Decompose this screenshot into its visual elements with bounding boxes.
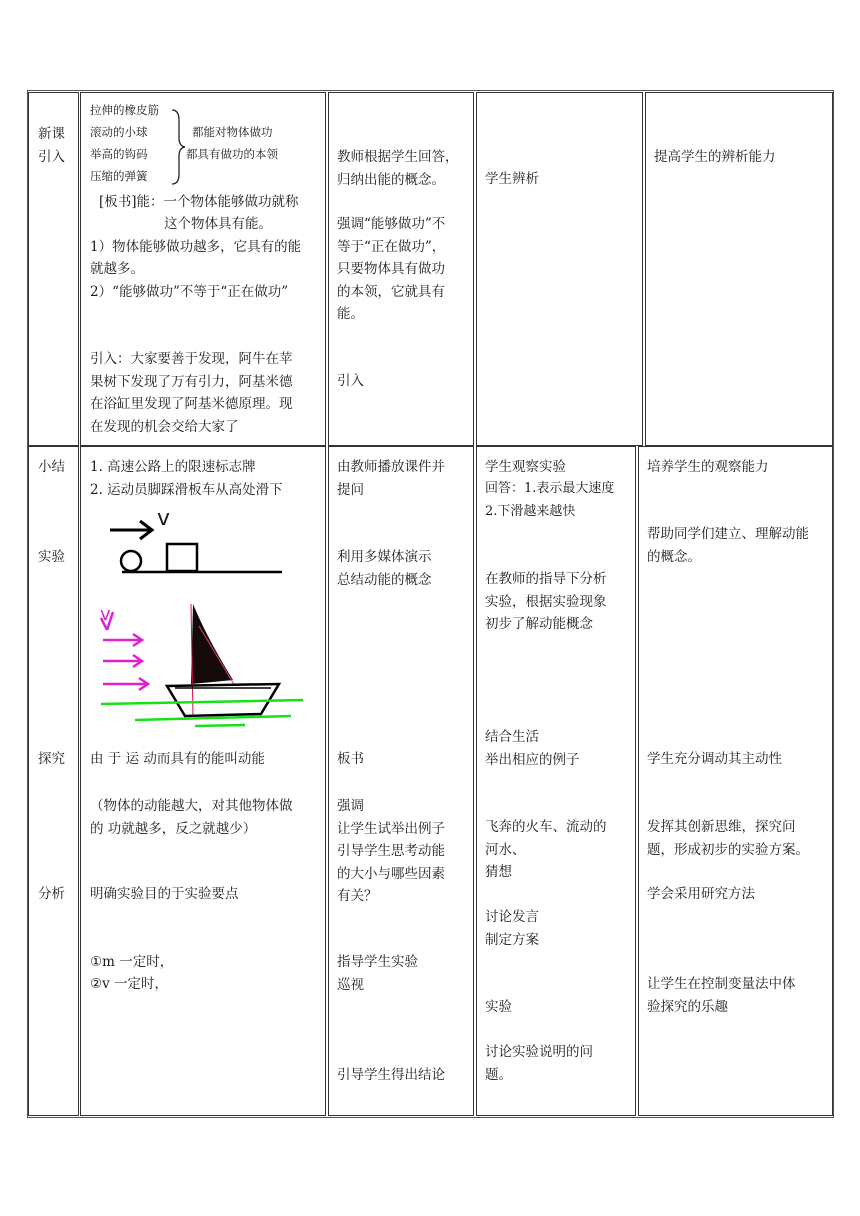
condition-mass-fixed: ①m 一定时， (90, 954, 174, 970)
kinetic-energy-note: （物体的动能越大，对其他物体做 的 功就越多，反之就越少） (90, 798, 293, 837)
teacher-emphasis-guide: 强调 让学生试举出例子 引导学生思考动能 的大小与哪些因素 有关？ (337, 798, 445, 904)
purpose-control-variable: 让学生在控制变量法中体 验探究的乐趣 (647, 976, 796, 1015)
velocity-label-2: v (100, 604, 111, 625)
point-1-line2: 就越多。 (90, 261, 144, 277)
sailboat-figure (95, 598, 315, 728)
point-2: 2）“能够做功”不等于“正在做功” (90, 284, 289, 300)
student-experiment: 实验 (485, 999, 512, 1015)
label-explore: 探究 (38, 751, 65, 767)
board-definition-line2: 这个物体具有能。 (164, 216, 272, 232)
intro-row-label: 新课 引入 (38, 126, 65, 165)
lead-in-paragraph: 引入：大家要善于发现，阿牛在苹 果树下发现了万有引力，阿基米德 在浴缸里发现了阿基米德原理。现 在发现的机会交给大家了 (90, 351, 293, 435)
purpose-observation: 培养学生的观察能力 (647, 459, 769, 475)
teacher-multimedia-demo: 利用多媒体演示 总结动能的概念 (337, 549, 432, 588)
intro-student-cell (476, 92, 643, 446)
purpose-method: 学会采用研究方法 (647, 886, 755, 902)
velocity-label-1: v (157, 506, 171, 531)
student-analyze: 在教师的指导下分析 实验，根据实验现象 初步了解动能概念 (485, 571, 607, 632)
label-analysis: 分析 (38, 886, 65, 902)
brace-text-ability: 都具有做功的本领 (186, 147, 278, 161)
student-discuss-result: 讨论实验说明的问 题。 (485, 1044, 593, 1083)
student-discuss-plan: 讨论发言 制定方案 (485, 909, 539, 948)
purpose-innovation: 发挥其创新思维，探究问 题，形成初步的实验方案。 (647, 819, 809, 858)
object-stretched-rubber-band: 拉伸的橡皮筋 (90, 103, 159, 117)
student-life-examples: 结合生活 举出相应的例子 (485, 729, 580, 768)
intro-purpose: 提高学生的辨析能力 (654, 149, 776, 165)
student-answer: 回答：1.表示最大速度 2.下滑越来越快 (485, 481, 615, 519)
intro-teacher-summary: 教师根据学生回答， 归纳出能的概念。 (337, 149, 459, 188)
object-rolling-ball: 滚动的小球 (90, 125, 148, 139)
board-definition-line1: [板书]能：一个物体能够做功就称 (99, 194, 299, 210)
purpose-initiative: 学生充分调动其主动性 (647, 751, 782, 767)
intro-student-activity: 学生辨析 (485, 171, 539, 187)
brace-text-do-work: 都能对物体做功 (192, 125, 273, 139)
label-summary: 小结 (38, 459, 65, 475)
teacher-play-courseware: 由教师播放课件并 提问 (337, 459, 445, 498)
condition-velocity-fixed: ②v 一定时， (90, 976, 169, 992)
label-experiment: 实验 (38, 549, 65, 565)
teacher-guide-experiment: 指导学生实验 巡视 (337, 954, 418, 993)
student-observe: 学生观察实验 (485, 459, 566, 475)
experiment-purpose: 明确实验目的于实验要点 (90, 886, 239, 902)
purpose-concept: 帮助同学们建立、理解动能 的概念。 (647, 526, 809, 565)
intro-teacher-lead: 引入 (337, 373, 364, 389)
student-examples-guess: 飞奔的火车、流动的 河水、 猜想 (485, 819, 607, 880)
intro-teacher-emphasis: 强调“能够做功”不 等于“正在做功”， 只要物体具有做功 的本领，它就具有 能。 (337, 216, 446, 322)
teacher-guide-conclusion: 引导学生得出结论 (337, 1067, 445, 1083)
teacher-board: 板书 (337, 751, 364, 767)
content-examples: 1. 高速公路上的限速标志牌 2. 运动员脚踩滑板车从高处滑下 (90, 459, 283, 498)
point-1-line1: 1）物体能够做功越多，它具有的能 (90, 239, 302, 255)
object-raised-weight: 举高的钩码 (90, 147, 148, 161)
brace-icon (170, 108, 186, 186)
object-compressed-spring: 压缩的弹簧 (90, 169, 148, 183)
kinetic-energy-definition: 由 于 运 动而具有的能叫动能 (90, 751, 265, 767)
ball-block-figure (100, 506, 290, 580)
